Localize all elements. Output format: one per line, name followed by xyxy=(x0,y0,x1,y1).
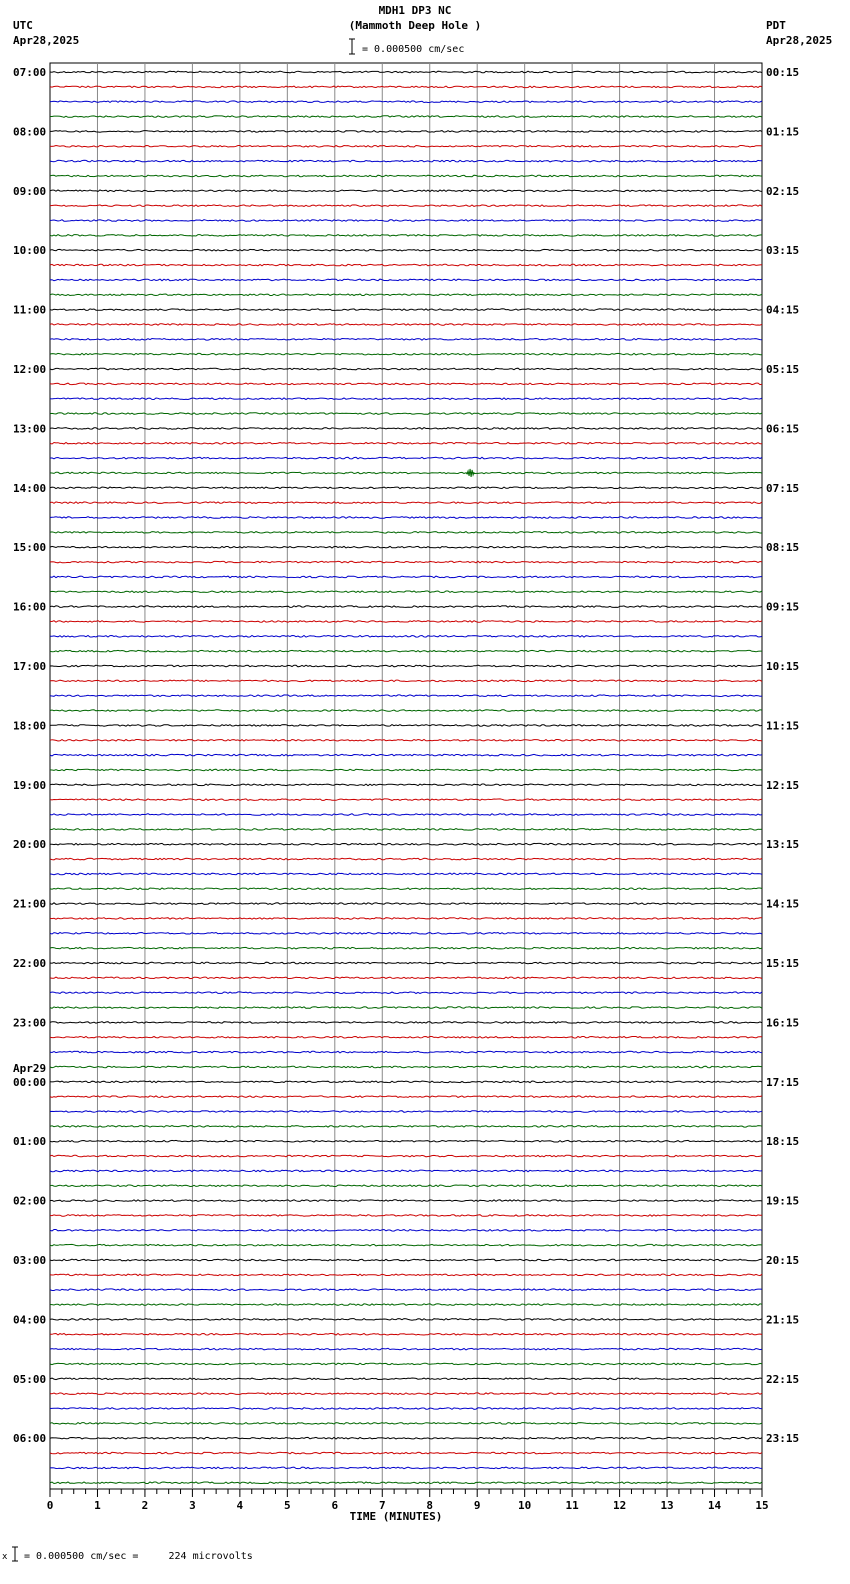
seismic-trace xyxy=(50,814,762,816)
utc-hour-label: 20:00 xyxy=(13,838,47,852)
seismic-trace xyxy=(50,650,762,652)
seismic-trace xyxy=(50,695,762,697)
seismic-trace xyxy=(50,1126,762,1128)
seismic-trace xyxy=(50,71,762,73)
seismic-trace xyxy=(50,1185,762,1187)
seismic-trace xyxy=(50,710,762,712)
seismic-trace xyxy=(50,725,762,727)
seismic-trace xyxy=(50,799,762,801)
seismic-trace xyxy=(50,1393,762,1395)
utc-hour-label: 03:00 xyxy=(13,1254,47,1267)
pdt-hour-label: 11:15 xyxy=(766,719,800,733)
seismic-trace xyxy=(50,353,762,355)
seismic-trace xyxy=(50,1378,762,1380)
pdt-hour-label: 17:15 xyxy=(766,1075,800,1089)
seismic-event xyxy=(466,469,474,477)
x-tick-label: 9 xyxy=(473,1499,481,1512)
utc-hour-label: 06:00 xyxy=(13,1432,47,1446)
pdt-hour-label: 05:15 xyxy=(766,363,800,376)
x-tick-label: 3 xyxy=(189,1499,196,1512)
calibration-prefix: x xyxy=(2,1552,8,1562)
left-timezone: UTC xyxy=(13,19,33,32)
utc-hour-label: 13:00 xyxy=(13,422,47,436)
utc-hour-label: 21:00 xyxy=(13,897,47,911)
seismic-trace xyxy=(50,264,762,266)
seismic-trace xyxy=(50,160,762,162)
seismic-trace xyxy=(50,1200,762,1202)
utc-hour-label: 17:00 xyxy=(13,660,47,673)
pdt-hour-label: 13:15 xyxy=(766,838,800,852)
seismic-trace xyxy=(50,843,762,845)
seismic-trace xyxy=(50,1155,762,1157)
utc-hour-label: 07:00 xyxy=(13,66,47,79)
seismic-trace xyxy=(50,1140,762,1142)
seismic-trace xyxy=(50,591,762,593)
x-tick-label: 14 xyxy=(707,1499,722,1512)
seismic-trace xyxy=(50,1051,762,1053)
pdt-hour-label: 12:15 xyxy=(766,778,800,792)
seismic-trace xyxy=(50,1423,762,1425)
seismic-trace xyxy=(50,546,762,548)
pdt-hour-label: 08:15 xyxy=(766,541,800,555)
seismic-trace xyxy=(50,947,762,949)
seismic-trace xyxy=(50,517,762,519)
seismic-trace xyxy=(50,918,762,920)
utc-hour-label: 11:00 xyxy=(13,303,47,317)
seismic-trace xyxy=(50,1037,762,1039)
seismic-trace xyxy=(50,86,762,88)
seismic-trace xyxy=(50,175,762,177)
seismic-trace xyxy=(50,1170,762,1172)
seismic-trace xyxy=(50,146,762,148)
seismic-trace xyxy=(50,561,762,563)
utc-hour-label: 05:00 xyxy=(13,1372,47,1386)
seismic-trace xyxy=(50,1363,762,1365)
seismic-trace xyxy=(50,309,762,311)
scale-text: = 0.000500 cm/sec xyxy=(362,44,465,55)
seismic-trace xyxy=(50,873,762,875)
seismic-trace xyxy=(50,1215,762,1217)
seismic-trace xyxy=(50,101,762,103)
seismic-trace xyxy=(50,903,762,905)
seismic-trace xyxy=(50,1348,762,1350)
seismic-trace xyxy=(50,487,762,489)
pdt-hour-label: 07:15 xyxy=(766,481,800,495)
seismic-trace xyxy=(50,754,762,756)
x-tick-label: 8 xyxy=(426,1499,434,1512)
seismic-trace xyxy=(50,220,762,222)
x-tick-label: 5 xyxy=(284,1499,291,1512)
seismic-trace xyxy=(50,116,762,118)
pdt-hour-label: 18:15 xyxy=(766,1135,800,1149)
calibration-bar-icon xyxy=(11,1546,19,1562)
seismic-trace xyxy=(50,279,762,281)
seismic-trace xyxy=(50,1022,762,1024)
utc-hour-label: 15:00 xyxy=(13,541,47,555)
seismic-trace xyxy=(50,1289,762,1291)
seismic-trace xyxy=(50,249,762,251)
seismic-trace xyxy=(50,1304,762,1306)
seismic-trace xyxy=(50,502,762,504)
seismic-trace xyxy=(50,1096,762,1098)
seismic-trace xyxy=(50,131,762,133)
seismic-trace xyxy=(50,1259,762,1261)
pdt-hour-label: 21:15 xyxy=(766,1313,800,1327)
pdt-hour-label: 22:15 xyxy=(766,1372,800,1386)
utc-hour-label: 04:00 xyxy=(13,1313,47,1327)
seismic-trace xyxy=(50,665,762,667)
x-tick-label: 15 xyxy=(755,1499,769,1512)
seismic-trace xyxy=(50,888,762,890)
seismic-trace xyxy=(50,532,762,534)
x-tick-label: 0 xyxy=(46,1499,54,1512)
seismic-trace xyxy=(50,457,762,459)
seismic-trace xyxy=(50,235,762,237)
right-date: Apr28,2025 xyxy=(766,34,833,47)
x-tick-label: 11 xyxy=(565,1499,579,1512)
seismic-trace xyxy=(50,636,762,638)
seismic-trace xyxy=(50,1244,762,1246)
utc-hour-label: 01:00 xyxy=(13,1135,47,1149)
pdt-hour-label: 01:15 xyxy=(766,125,800,139)
pdt-hour-label: 10:15 xyxy=(766,660,800,673)
seismic-trace xyxy=(50,1066,762,1068)
seismic-trace xyxy=(50,933,762,935)
seismic-trace xyxy=(50,413,762,415)
seismic-trace xyxy=(50,383,762,385)
seismic-trace xyxy=(50,1334,762,1336)
seismic-trace xyxy=(50,1482,762,1484)
x-axis-title: TIME (MINUTES) xyxy=(349,1510,443,1523)
seismic-trace xyxy=(50,829,762,831)
date-change-label: Apr29 xyxy=(13,1061,47,1075)
seismic-trace xyxy=(50,784,762,786)
x-tick-label: 4 xyxy=(236,1499,244,1512)
right-timezone: PDT xyxy=(766,19,786,32)
utc-hour-label: 09:00 xyxy=(13,184,47,198)
seismic-trace xyxy=(50,294,762,296)
seismic-trace xyxy=(50,740,762,742)
seismic-trace xyxy=(50,1081,762,1083)
utc-hour-label: 22:00 xyxy=(13,957,47,970)
x-tick-label: 13 xyxy=(660,1499,674,1512)
seismic-trace xyxy=(50,324,762,326)
seismic-trace xyxy=(50,1319,762,1321)
seismic-trace xyxy=(50,398,762,400)
seismic-trace xyxy=(50,680,762,682)
station-location: (Mammoth Deep Hole ) xyxy=(348,19,482,32)
pdt-hour-label: 00:15 xyxy=(766,66,800,79)
utc-hour-label: 08:00 xyxy=(13,125,47,139)
pdt-hour-label: 23:15 xyxy=(766,1432,800,1446)
seismic-trace xyxy=(50,621,762,623)
seismic-trace xyxy=(50,606,762,608)
seismic-trace xyxy=(50,769,762,771)
seismic-trace xyxy=(50,1230,762,1232)
seismic-trace xyxy=(50,1408,762,1410)
seismic-trace xyxy=(50,962,762,964)
x-tick-label: 2 xyxy=(141,1499,149,1512)
pdt-hour-label: 19:15 xyxy=(766,1194,800,1208)
pdt-hour-label: 09:15 xyxy=(766,600,800,614)
utc-hour-label: 18:00 xyxy=(13,719,47,733)
seismic-trace xyxy=(50,1467,762,1469)
seismic-trace xyxy=(50,1111,762,1113)
seismic-trace xyxy=(50,428,762,430)
pdt-hour-label: 04:15 xyxy=(766,303,800,317)
seismic-trace xyxy=(50,368,762,370)
seismic-trace xyxy=(50,205,762,207)
calibration-text: = 0.000500 cm/sec = 224 microvolts xyxy=(24,1551,253,1562)
x-tick-label: 10 xyxy=(518,1499,532,1512)
seismic-trace xyxy=(50,992,762,994)
seismic-trace xyxy=(50,190,762,192)
seismic-trace xyxy=(50,576,762,578)
utc-hour-label: 23:00 xyxy=(13,1016,47,1030)
utc-hour-label: 10:00 xyxy=(13,244,47,258)
seismic-trace xyxy=(50,1452,762,1454)
utc-hour-label: 16:00 xyxy=(13,600,47,614)
x-tick-label: 1 xyxy=(94,1499,101,1512)
utc-hour-label: 02:00 xyxy=(13,1194,47,1208)
left-date: Apr28,2025 xyxy=(13,34,80,47)
seismic-trace xyxy=(50,443,762,445)
x-tick-label: 12 xyxy=(612,1499,627,1512)
seismic-trace xyxy=(50,977,762,979)
pdt-hour-label: 16:15 xyxy=(766,1016,800,1030)
pdt-hour-label: 14:15 xyxy=(766,897,800,911)
seismic-trace xyxy=(50,1007,762,1009)
pdt-hour-label: 06:15 xyxy=(766,422,800,436)
seismic-trace xyxy=(50,858,762,860)
station-title: MDH1 DP3 NC xyxy=(378,4,452,17)
pdt-hour-label: 02:15 xyxy=(766,184,800,198)
x-tick-label: 7 xyxy=(378,1499,386,1512)
seismic-trace xyxy=(50,1437,762,1439)
seismic-trace xyxy=(50,1274,762,1276)
seismic-trace xyxy=(50,339,762,341)
pdt-hour-label: 15:15 xyxy=(766,957,800,970)
utc-hour-label: 12:00 xyxy=(13,363,47,376)
x-tick-label: 6 xyxy=(331,1499,339,1512)
utc-hour-label: 00:00 xyxy=(13,1075,47,1089)
seismic-trace xyxy=(50,472,762,474)
pdt-hour-label: 03:15 xyxy=(766,244,800,258)
utc-hour-label: 19:00 xyxy=(13,778,47,792)
utc-hour-label: 14:00 xyxy=(13,481,47,495)
pdt-hour-label: 20:15 xyxy=(766,1254,800,1267)
